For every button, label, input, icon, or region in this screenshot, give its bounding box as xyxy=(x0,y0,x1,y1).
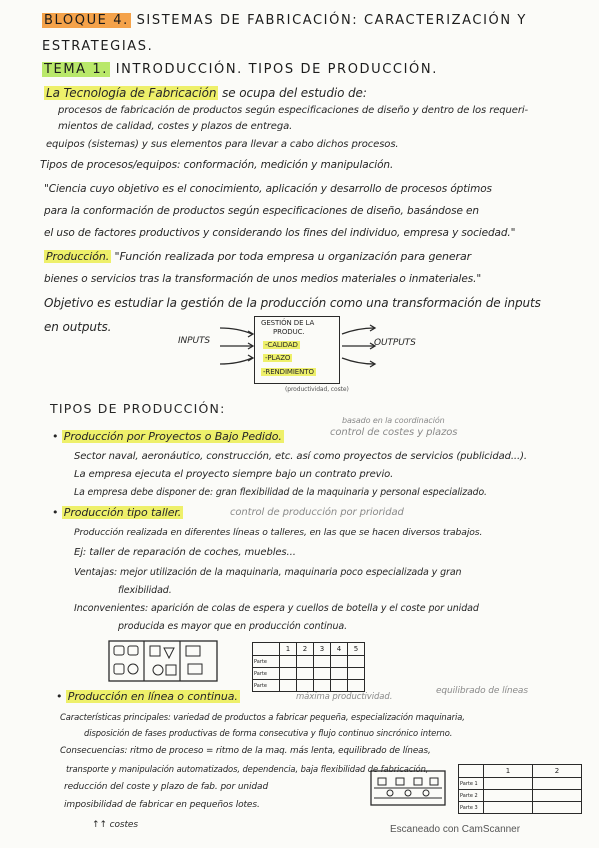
p3-highlight: Producción en línea o continua. xyxy=(67,690,238,703)
linea-table-corner xyxy=(459,765,484,778)
p1-line-2: La empresa ejecuta el proyecto siempre bajo un contrato previo. xyxy=(74,469,394,480)
table-cell xyxy=(280,668,297,680)
taller-col-2: 2 xyxy=(297,643,314,656)
table-cell xyxy=(297,668,314,680)
table-row xyxy=(459,802,582,814)
p3-line-1: Características principales: variedad de productos a fabricar pequeña, especialización maquinaria, xyxy=(60,712,465,722)
title-text: SISTEMAS DE FABRICACIÓN: CARACTERIZACIÓN Y xyxy=(136,13,527,28)
bullet-1: • xyxy=(52,430,62,443)
p2-line-6: producida es mayor que en producción continua. xyxy=(118,621,348,632)
table-cell xyxy=(297,656,314,668)
p2-line-5: Inconvenientes: aparición de colas de espera y cuellos de botella y el coste por unidad xyxy=(74,603,479,614)
intro-highlight: La Tecnología de Fabricación xyxy=(46,86,217,100)
table-row xyxy=(253,656,365,668)
linea-row-label-1: Parte 1 xyxy=(459,778,484,790)
intro-line-9 xyxy=(44,250,471,264)
p3-title xyxy=(56,690,240,704)
page-title xyxy=(42,14,527,28)
tema-title: INTRODUCCIÓN. TIPOS DE PRODUCCIÓN. xyxy=(115,62,438,77)
p2-line-3: Ventajas: mejor utilización de la maquinaria, maquinaria poco especializada y gran xyxy=(74,567,462,578)
table-cell xyxy=(533,790,582,802)
table-cell xyxy=(533,802,582,814)
intro-line-8: el uso de factores productivos y considerando los fines del individuo, empresa y sociedad." xyxy=(44,227,516,239)
box-item-rendimiento xyxy=(261,368,316,376)
taller-col-1: 1 xyxy=(280,643,297,656)
taller-table-header xyxy=(253,643,365,656)
intro-line-10: bienes o servicios tras la transformación de unos medios materiales o inmateriales." xyxy=(44,273,482,285)
box-item-plazo xyxy=(263,354,292,362)
intro-line-2: procesos de fabricación de productos según especificaciones de diseño y dentro de los requeri- xyxy=(58,105,529,116)
linea-layout-sketch xyxy=(370,770,446,806)
p3-line-6: imposibilidad de fabricar en pequeños lotes. xyxy=(64,800,260,810)
table-cell xyxy=(484,790,533,802)
taller-layout-sketch xyxy=(108,640,218,682)
p1-line-3: La empresa debe disponer de: gran flexibilidad de la maquinaria y personal especializado. xyxy=(74,487,487,498)
table-cell xyxy=(280,680,297,692)
item-calidad-text: -CALIDAD xyxy=(265,341,298,349)
table-cell xyxy=(484,778,533,790)
taller-table-corner xyxy=(253,643,280,656)
table-cell xyxy=(348,656,365,668)
table-row xyxy=(253,668,365,680)
p1-line-1: Sector naval, aeronáutico, construcción, etc. así como proyectos de servicios (publicidad...). xyxy=(74,451,527,462)
table-cell xyxy=(314,656,331,668)
linea-table-header xyxy=(459,765,582,778)
taller-row-label-1: Parte xyxy=(253,656,280,668)
p3-line-5: reducción del coste y plazo de fab. por unidad xyxy=(64,782,269,792)
tipos-heading: TIPOS DE PRODUCCIÓN: xyxy=(50,401,226,416)
p2-line-4: flexibilidad. xyxy=(118,585,172,596)
intro-line-1 xyxy=(44,86,367,100)
table-cell xyxy=(348,668,365,680)
linea-table xyxy=(458,764,582,814)
produccion-highlight: Producción. xyxy=(46,250,110,263)
p3-note-2: equilibrado de líneas xyxy=(436,686,528,696)
box-title-2: PRODUC. xyxy=(273,328,305,336)
gestion-box xyxy=(254,316,340,384)
tema-label: TEMA 1. xyxy=(44,62,108,77)
p2-title xyxy=(52,506,183,520)
taller-table xyxy=(252,642,365,692)
inputs-arrows xyxy=(218,322,258,372)
diagram-note: (productividad, coste) xyxy=(285,386,349,393)
taller-row-label-3: Parte xyxy=(253,680,280,692)
box-item-calidad xyxy=(263,341,300,349)
linea-col-2: 2 xyxy=(533,765,582,778)
block-label: BLOQUE 4. xyxy=(44,13,129,28)
intro-line-3: mientos de calidad, costes y plazos de entrega. xyxy=(58,121,293,132)
intro-line-4: equipos (sistemas) y sus elementos para llevar a cabo dichos procesos. xyxy=(46,139,399,150)
intro-line-12: en outputs. xyxy=(44,320,112,334)
outputs-label: OUTPUTS xyxy=(374,338,416,348)
table-cell xyxy=(533,778,582,790)
table-cell xyxy=(331,668,348,680)
p3-line-4: transporte y manipulación automatizados, dependencia, baja flexibilidad de fabricación, xyxy=(66,764,429,774)
p1-highlight: Producción por Proyectos o Bajo Pedido. xyxy=(63,430,282,443)
p2-highlight: Producción tipo taller. xyxy=(63,506,182,519)
title-line2: ESTRATEGIAS. xyxy=(42,39,154,54)
taller-col-4: 4 xyxy=(331,643,348,656)
taller-col-3: 3 xyxy=(314,643,331,656)
bullet-2: • xyxy=(52,506,62,519)
linea-row-label-2: Parte 2 xyxy=(459,790,484,802)
intro-line-6: "Ciencia cuyo objetivo es el conocimiento, aplicación y desarrollo de procesos óptimos xyxy=(44,183,492,195)
bullet-3: • xyxy=(56,690,66,703)
taller-row-label-2: Parte xyxy=(253,668,280,680)
table-cell xyxy=(280,656,297,668)
linea-col-1: 1 xyxy=(484,765,533,778)
table-row xyxy=(459,790,582,802)
intro-line-9-rest: "Función realizada por toda empresa u organización para generar xyxy=(114,250,472,263)
intro-line-5: Tipos de procesos/equipos: conformación, medición y manipulación. xyxy=(40,159,394,171)
scanner-watermark: Escaneado con CamScanner xyxy=(390,824,521,835)
intro-line-7: para la conformación de productos según especificaciones de diseño, basándose en xyxy=(44,205,479,217)
intro-line-1-rest: se ocupa del estudio de: xyxy=(222,86,367,100)
box-title-1: GESTIÓN DE LA xyxy=(261,319,315,327)
p1-title xyxy=(52,430,284,444)
p2-line-1: Producción realizada en diferentes líneas o talleres, en las que se hacen diversos trabajos. xyxy=(74,527,483,538)
linea-row-label-3: Parte 3 xyxy=(459,802,484,814)
table-cell xyxy=(331,656,348,668)
taller-col-5: 5 xyxy=(348,643,365,656)
p1-note-2: control de costes y plazos xyxy=(330,427,458,438)
item-rendimiento-text: -RENDIMIENTO xyxy=(263,368,314,376)
p3-line-3: Consecuencias: ritmo de proceso = ritmo de la maq. más lenta, equilibrado de líneas, xyxy=(60,746,431,756)
p3-line-7: ↑↑ costes xyxy=(92,820,138,830)
p3-line-2: disposición de fases productivas de forma consecutiva y flujo continuo sincrónico interno. xyxy=(84,728,453,738)
table-cell xyxy=(314,668,331,680)
p2-note: control de producción por prioridad xyxy=(230,507,404,518)
tema-heading xyxy=(42,63,438,77)
intro-line-11: Objetivo es estudiar la gestión de la producción como una transformación de inputs xyxy=(44,296,541,310)
inputs-label: INPUTS xyxy=(178,336,211,346)
p2-line-2: Ej: taller de reparación de coches, muebles... xyxy=(74,547,296,558)
p1-note-1: basado en la coordinación xyxy=(342,416,445,425)
item-plazo-text: -PLAZO xyxy=(265,354,291,362)
p3-note-1: máxima productividad. xyxy=(296,692,393,702)
table-row xyxy=(459,778,582,790)
table-cell xyxy=(484,802,533,814)
